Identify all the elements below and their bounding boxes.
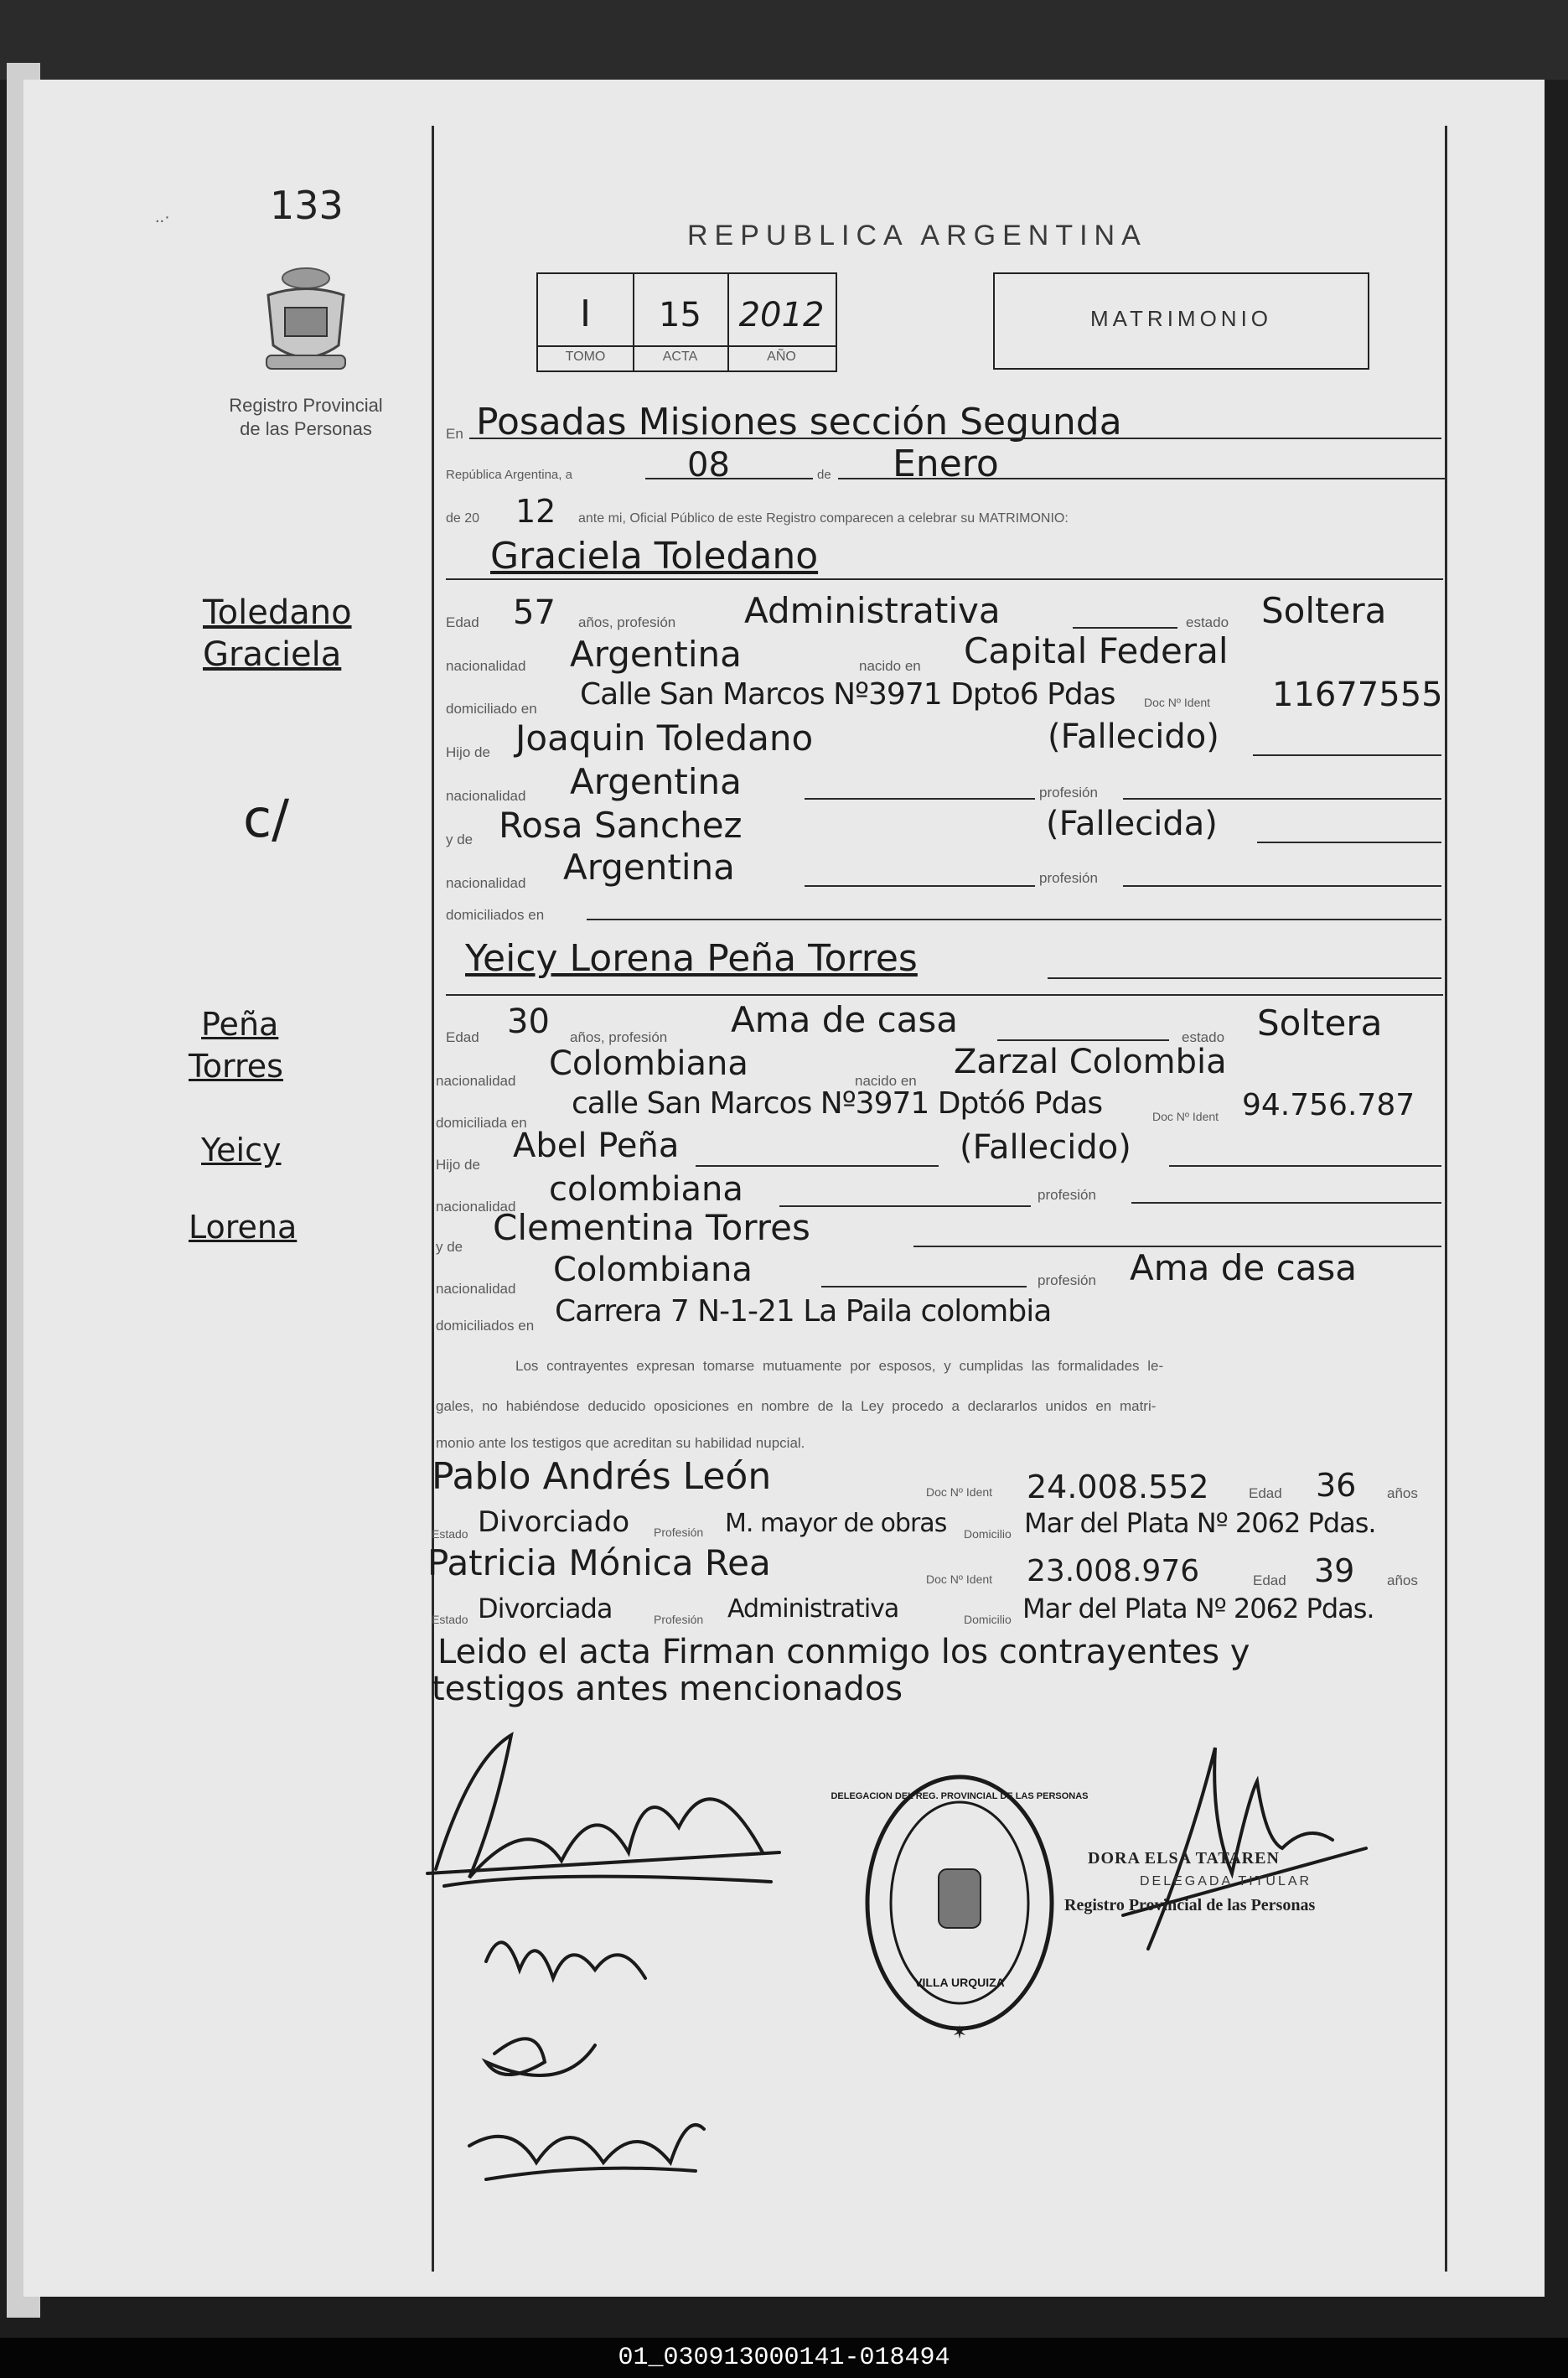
witness1-profession: M. mayor de obras <box>725 1509 947 1538</box>
spouse2-doc: 94.756.787 <box>1242 1088 1415 1122</box>
margin-second-name-1: Yeicy <box>201 1132 282 1168</box>
acta-label: ACTA <box>662 350 698 364</box>
en-label: En <box>446 426 463 442</box>
spouse1-birthplace: Capital Federal <box>964 630 1229 671</box>
month-line <box>838 478 1446 479</box>
label-nacido-en: nacido en <box>855 1073 917 1089</box>
place-line <box>469 438 1441 439</box>
margin-second-surname-1: Peña <box>201 1006 279 1043</box>
mother-nat-line-1 <box>805 885 1035 887</box>
spouse2-parents-address: Carrera 7 N-1-21 La Paila colombia <box>555 1294 1052 1329</box>
witness2-doc-label: Doc Nº Ident <box>926 1572 993 1586</box>
record-type: MATRIMONIO <box>1089 306 1273 331</box>
spouse1-mother-note: (Fallecida) <box>1046 805 1218 843</box>
seal-center: VILLA URQUIZA <box>914 1976 1005 1989</box>
country-title: REPUBLICA ARGENTINA <box>687 220 1147 251</box>
witness2-doc: 23.008.976 <box>1027 1554 1200 1588</box>
father-prof-line-1 <box>1123 798 1441 800</box>
spouse2-nationality: Colombiana <box>549 1044 748 1083</box>
declaration-line-2: gales, no habiéndose deducido oposiciones en nombre de la Ley procedo a declararlos unidos en matri- <box>436 1398 1157 1414</box>
declaration-line-3: monio ante los testigos que acreditan su habilidad nupcial. <box>436 1435 805 1451</box>
closing-line-1: Leido el acta Firman conmigo los contrayentes y <box>437 1633 1250 1671</box>
father-line-2a <box>696 1165 939 1167</box>
profession-line-1 <box>1073 627 1177 629</box>
label-nacionalidad: nacionalidad <box>446 875 526 891</box>
witness1-name: Pablo Andrés León <box>432 1455 772 1498</box>
label-nacionalidad: nacionalidad <box>436 1199 516 1215</box>
tomo-value: I <box>580 293 591 335</box>
page-dot: ..· <box>155 208 170 226</box>
month-value: Enero <box>893 443 999 485</box>
label-nacionalidad: nacionalidad <box>436 1073 516 1089</box>
spouse2-address: calle San Marcos Nº3971 Dptó6 Pdas <box>572 1086 1103 1121</box>
year-prefix: de 20 <box>446 511 480 526</box>
spouse1-status: Soltera <box>1261 590 1387 631</box>
label-edad: Edad <box>446 1029 479 1045</box>
spouse2-name: Yeicy Lorena Peña Torres <box>465 937 918 980</box>
year-suffix: 12 <box>515 493 556 530</box>
label-domiciliados-en: domiciliados en <box>446 907 545 923</box>
witness1-doc: 24.008.552 <box>1027 1469 1209 1505</box>
footer-id: 01_030913000141-018494 <box>0 2338 1568 2378</box>
witness2-estado-label: Estado <box>432 1613 468 1626</box>
mother-line-1 <box>1257 842 1441 843</box>
label-nacionalidad: nacionalidad <box>446 788 526 804</box>
day-line <box>645 478 813 479</box>
label-domiciliado-en: domiciliado en <box>446 701 537 717</box>
spouse2-father-note: (Fallecido) <box>960 1128 1131 1167</box>
label-estado: estado <box>1186 614 1229 630</box>
label-edad: Edad <box>446 614 479 630</box>
witness1-anos-label: años <box>1387 1485 1418 1501</box>
label-y-de: y de <box>436 1239 463 1255</box>
spouse1-address: Calle San Marcos Nº3971 Dpto6 Pdas <box>580 677 1115 712</box>
spouse2-name-line-a <box>1048 977 1441 979</box>
witness2-profession: Administrativa <box>727 1594 899 1624</box>
spouse1-father-note: (Fallecido) <box>1048 718 1219 756</box>
de-label: de <box>817 468 831 482</box>
witness1-age: 36 <box>1316 1467 1357 1504</box>
margin-conjunction: c/ <box>243 788 289 849</box>
witness1-domicilio-label: Domicilio <box>964 1527 1012 1541</box>
label-nacido-en: nacido en <box>859 658 921 674</box>
label-anos-profesion: años, profesión <box>578 614 676 630</box>
spouse2-father-nationality: colombiana <box>549 1170 743 1209</box>
spouse1-father: Joaquin Toledano <box>515 718 814 759</box>
label-anos-profesion: años, profesión <box>570 1029 668 1045</box>
registry-name: Registro Provincial de las Personas <box>229 395 383 439</box>
official-signature <box>1115 1748 1383 1999</box>
witness1-doc-label: Doc Nº Ident <box>926 1485 993 1499</box>
stamp-office: Registro Provincial de las Personas <box>1064 1896 1316 1914</box>
spouse1-name-line <box>446 578 1443 580</box>
closing-line-2: testigos antes mencionados <box>432 1670 903 1708</box>
page-number: 133 <box>270 183 344 228</box>
witness2-anos-label: años <box>1387 1572 1418 1588</box>
label-doc-ident: Doc Nº Ident <box>1144 696 1211 709</box>
margin-first-name: Graciela <box>203 635 342 674</box>
spouse1-doc: 11677555 <box>1272 676 1443 714</box>
spouse1-nationality: Argentina <box>570 634 742 675</box>
witness1-status: Divorciado <box>478 1505 630 1539</box>
declaration-intro: ante mi, Oficial Público de este Registro comparecen a celebrar su MATRIMONIO: <box>578 511 1069 526</box>
father-nat-line-1 <box>805 798 1035 800</box>
spouse2-status: Soltera <box>1257 1002 1383 1044</box>
right-rule <box>1445 126 1447 2272</box>
witness2-domicilio-label: Domicilio <box>964 1613 1012 1626</box>
tomo-label: TOMO <box>565 350 606 364</box>
day-value: 08 <box>687 446 730 484</box>
spouse2-birthplace: Zarzal Colombia <box>954 1043 1227 1081</box>
label-profesion: profesión <box>1038 1187 1096 1203</box>
father-line-2b <box>1169 1165 1441 1167</box>
label-domiciliada-en: domiciliada en <box>436 1115 527 1131</box>
label-nacionalidad: nacionalidad <box>436 1281 516 1297</box>
spouse2-mother: Clementina Torres <box>493 1207 810 1248</box>
official-seal <box>831 1769 1089 2045</box>
anio-value: 2012 <box>738 296 825 334</box>
coat-of-arms-icon <box>251 262 360 379</box>
mother-prof-line-1 <box>1123 885 1441 887</box>
witness2-age: 39 <box>1314 1552 1355 1589</box>
spouse2-name-line-b <box>446 994 1443 996</box>
spouse1-age: 57 <box>513 593 556 632</box>
margin-second-name-2: Lorena <box>189 1209 298 1246</box>
label-profesion: profesión <box>1039 785 1098 800</box>
seal-ring-text: DELEGACION DEL REG. PROVINCIAL DE LAS PERSONAS <box>831 1791 1089 1801</box>
svg-text:✶: ✶ <box>951 2022 968 2043</box>
label-profesion: profesión <box>1039 870 1098 886</box>
place-value: Posadas Misiones sección Segunda <box>476 401 1122 443</box>
label-nacionalidad: nacionalidad <box>446 658 526 674</box>
declaration-line-1: Los contrayentes expresan tomarse mutuamente por esposos, y cumplidas las formalidades le- <box>515 1358 1164 1374</box>
spouse1-profession: Administrativa <box>744 590 1001 631</box>
witness1-profesion-label: Profesión <box>654 1526 704 1539</box>
witness2-profesion-label: Profesión <box>654 1613 704 1626</box>
witness1-address: Mar del Plata Nº 2062 Pdas. <box>1024 1507 1376 1539</box>
acta-value: 15 <box>659 296 701 334</box>
label-doc-ident: Doc Nº Ident <box>1152 1110 1219 1123</box>
spouse2-profession: Ama de casa <box>731 999 959 1040</box>
spouse2-mother-nationality: Colombiana <box>553 1251 753 1289</box>
spouse1-mother: Rosa Sanchez <box>499 805 743 846</box>
domiciliados-line-1 <box>587 919 1441 920</box>
record-type-box <box>993 272 1369 370</box>
witness2-name: Patricia Mónica Rea <box>427 1542 771 1583</box>
republica-label: República Argentina, a <box>446 468 572 482</box>
father-prof-line-2 <box>1131 1202 1441 1204</box>
margin-first-surname: Toledano <box>203 593 352 632</box>
label-y-de: y de <box>446 832 474 847</box>
profession-line-2 <box>997 1039 1169 1041</box>
witness1-edad-label: Edad <box>1249 1485 1282 1501</box>
book-binding-top <box>0 0 1568 80</box>
spouse1-name: Graciela Toledano <box>490 535 819 578</box>
tomo-acta-box <box>536 272 837 372</box>
spouse2-age: 30 <box>507 1002 550 1041</box>
label-hijo-de: Hijo de <box>436 1157 480 1173</box>
anio-label: AÑO <box>767 350 796 364</box>
margin-second-surname-2: Torres <box>189 1048 283 1085</box>
label-estado: estado <box>1182 1029 1225 1045</box>
spouse1-mother-nationality: Argentina <box>563 847 735 888</box>
spouse2-mother-profession: Ama de casa <box>1130 1247 1358 1288</box>
label-domiciliados-en: domiciliados en <box>436 1318 535 1334</box>
witness2-status: Divorciada <box>478 1593 613 1624</box>
witness2-edad-label: Edad <box>1253 1572 1286 1588</box>
spouse1-father-nationality: Argentina <box>570 761 742 802</box>
signatures-scribbles <box>419 1727 838 2246</box>
witness1-estado-label: Estado <box>432 1527 468 1541</box>
father-line-1 <box>1253 754 1441 756</box>
mother-nat-line-2 <box>821 1286 1027 1287</box>
label-hijo-de: Hijo de <box>446 744 490 760</box>
stamp-title: DELEGADA TITULAR <box>1140 1874 1312 1888</box>
label-profesion: profesión <box>1038 1272 1096 1288</box>
witness2-address: Mar del Plata Nº 2062 Pdas. <box>1022 1593 1374 1624</box>
stamp-name: DORA ELSA TATAREN <box>1088 1849 1280 1868</box>
spouse2-father: Abel Peña <box>513 1127 680 1165</box>
father-nat-line-2 <box>779 1205 1031 1207</box>
